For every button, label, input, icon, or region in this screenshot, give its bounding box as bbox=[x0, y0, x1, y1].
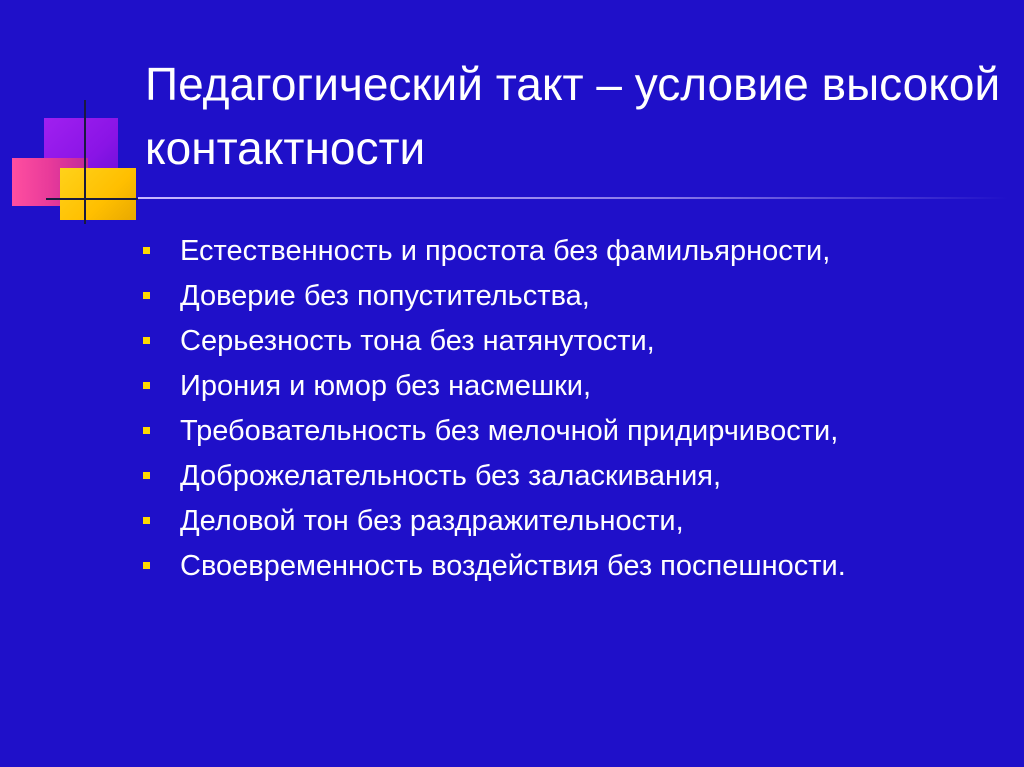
list-item bbox=[140, 228, 1010, 273]
yellow-square-shape bbox=[60, 168, 136, 220]
list-item-text: Естественность и простота без фамильярности, bbox=[180, 234, 831, 267]
square-bullet-icon bbox=[143, 562, 150, 569]
list-item-text: Доброжелательность без заласкивания, bbox=[180, 459, 722, 492]
bullet-list bbox=[140, 228, 1010, 588]
title-underline bbox=[138, 197, 1008, 199]
decorative-squares-logo bbox=[0, 0, 160, 240]
square-bullet-icon bbox=[143, 292, 150, 299]
list-item bbox=[140, 543, 1010, 588]
list-item bbox=[140, 498, 1010, 543]
list-item bbox=[140, 408, 1010, 453]
list-item-text: Деловой тон без раздражительности, bbox=[180, 504, 684, 537]
square-bullet-icon bbox=[143, 382, 150, 389]
list-item-text: Ирония и юмор без насмешки, bbox=[180, 369, 592, 402]
square-bullet-icon bbox=[143, 247, 150, 254]
square-bullet-icon bbox=[143, 517, 150, 524]
square-bullet-icon bbox=[143, 472, 150, 479]
list-item-text: Требовательность без мелочной придирчивости, bbox=[180, 414, 839, 447]
slide-title: Педагогический такт – условие высокой контактности bbox=[145, 58, 1001, 174]
vertical-line-shape bbox=[84, 100, 86, 224]
square-bullet-icon bbox=[143, 427, 150, 434]
list-item bbox=[140, 453, 1010, 498]
list-item-text: Серьезность тона без натянутости, bbox=[180, 324, 655, 357]
square-bullet-icon bbox=[143, 337, 150, 344]
list-item-text: Своевременность воздействия без поспешности. bbox=[180, 549, 846, 582]
list-item bbox=[140, 318, 1010, 363]
list-item bbox=[140, 273, 1010, 318]
horizontal-line-shape bbox=[46, 198, 138, 200]
list-item bbox=[140, 363, 1010, 408]
list-item-text: Доверие без попустительства, bbox=[180, 279, 590, 312]
